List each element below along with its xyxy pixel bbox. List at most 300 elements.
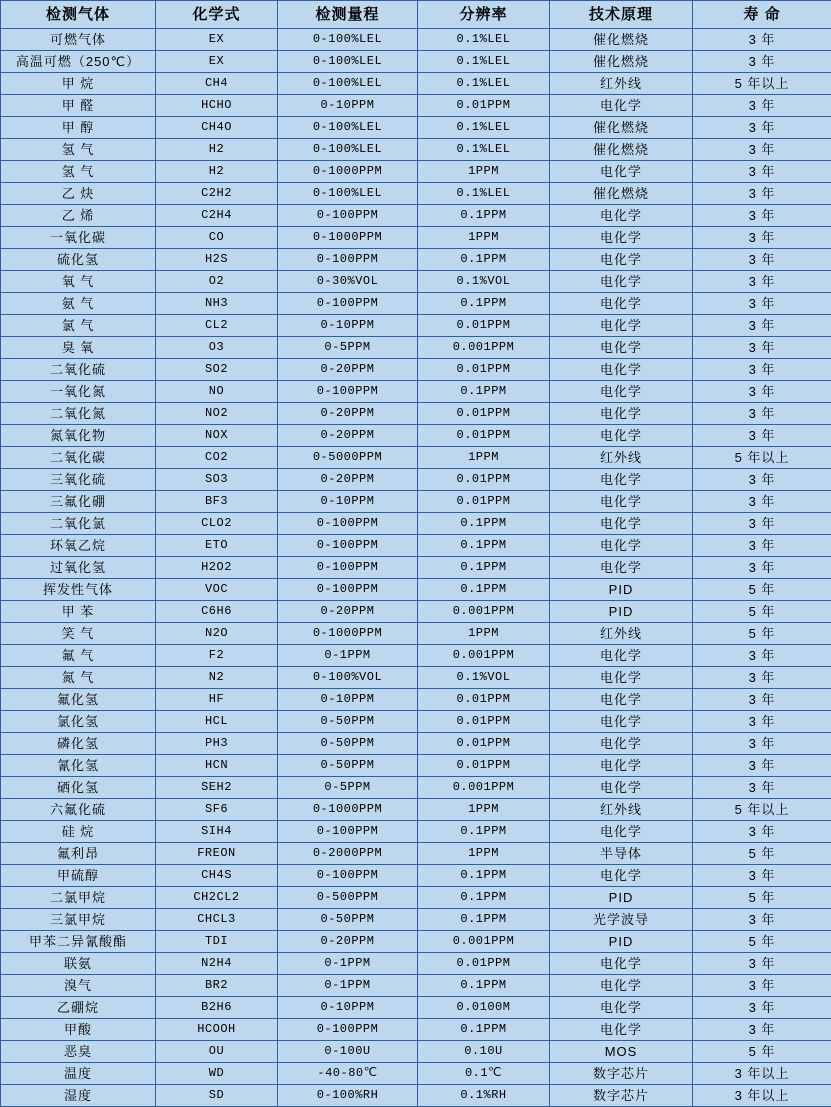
cell-range: 0-10PPM bbox=[278, 689, 418, 711]
cell-gas: 氯化氢 bbox=[1, 711, 156, 733]
cell-gas: 过氧化氢 bbox=[1, 557, 156, 579]
column-header-range: 检测量程 bbox=[278, 1, 418, 29]
cell-principle: 催化燃烧 bbox=[550, 29, 693, 51]
cell-lifetime: 3 年 bbox=[693, 513, 831, 535]
table-row bbox=[1, 821, 831, 843]
cell-principle: 数字芯片 bbox=[550, 1063, 693, 1085]
cell-range: 0-100PPM bbox=[278, 513, 418, 535]
cell-principle: 电化学 bbox=[550, 711, 693, 733]
cell-formula: HCHO bbox=[156, 95, 278, 117]
table-row bbox=[1, 975, 831, 997]
cell-formula: SO2 bbox=[156, 359, 278, 381]
cell-gas: 硒化氢 bbox=[1, 777, 156, 799]
cell-resolution: 0.1%LEL bbox=[418, 139, 550, 161]
cell-formula: VOC bbox=[156, 579, 278, 601]
cell-resolution: 0.1PPM bbox=[418, 579, 550, 601]
cell-lifetime: 3 年以上 bbox=[693, 1085, 831, 1107]
cell-resolution: 0.01PPM bbox=[418, 733, 550, 755]
cell-lifetime: 3 年 bbox=[693, 711, 831, 733]
cell-gas: 甲酸 bbox=[1, 1019, 156, 1041]
cell-range: 0-20PPM bbox=[278, 931, 418, 953]
cell-principle: MOS bbox=[550, 1041, 693, 1063]
cell-resolution: 0.1PPM bbox=[418, 535, 550, 557]
cell-principle: PID bbox=[550, 887, 693, 909]
column-header-gas: 检测气体 bbox=[1, 1, 156, 29]
cell-resolution: 0.01PPM bbox=[418, 359, 550, 381]
table-row bbox=[1, 249, 831, 271]
cell-formula: C6H6 bbox=[156, 601, 278, 623]
cell-principle: 电化学 bbox=[550, 249, 693, 271]
cell-gas: 二氧化硫 bbox=[1, 359, 156, 381]
cell-lifetime: 3 年 bbox=[693, 667, 831, 689]
cell-principle: 电化学 bbox=[550, 227, 693, 249]
cell-range: 0-50PPM bbox=[278, 711, 418, 733]
column-header-resolution: 分辨率 bbox=[418, 1, 550, 29]
table-row bbox=[1, 447, 831, 469]
cell-lifetime: 3 年 bbox=[693, 205, 831, 227]
table-row bbox=[1, 1085, 831, 1107]
cell-gas: 氨 气 bbox=[1, 293, 156, 315]
cell-principle: 电化学 bbox=[550, 513, 693, 535]
cell-resolution: 0.001PPM bbox=[418, 931, 550, 953]
cell-formula: HCOOH bbox=[156, 1019, 278, 1041]
cell-formula: SD bbox=[156, 1085, 278, 1107]
table-row bbox=[1, 623, 831, 645]
cell-resolution: 0.01PPM bbox=[418, 755, 550, 777]
cell-lifetime: 3 年 bbox=[693, 645, 831, 667]
cell-principle: 红外线 bbox=[550, 447, 693, 469]
cell-formula: CH4S bbox=[156, 865, 278, 887]
cell-formula: CO bbox=[156, 227, 278, 249]
cell-formula: HCL bbox=[156, 711, 278, 733]
cell-principle: 电化学 bbox=[550, 381, 693, 403]
table-header-row bbox=[1, 1, 831, 29]
cell-formula: TDI bbox=[156, 931, 278, 953]
cell-gas: 二氧化碳 bbox=[1, 447, 156, 469]
cell-formula: SF6 bbox=[156, 799, 278, 821]
cell-resolution: 0.001PPM bbox=[418, 777, 550, 799]
cell-gas: 三氧化硫 bbox=[1, 469, 156, 491]
cell-lifetime: 5 年 bbox=[693, 601, 831, 623]
table-row bbox=[1, 139, 831, 161]
cell-formula: NH3 bbox=[156, 293, 278, 315]
table-row bbox=[1, 205, 831, 227]
cell-principle: 光学波导 bbox=[550, 909, 693, 931]
cell-resolution: 0.1PPM bbox=[418, 557, 550, 579]
cell-gas: 一氧化氮 bbox=[1, 381, 156, 403]
cell-lifetime: 3 年 bbox=[693, 227, 831, 249]
table-row bbox=[1, 95, 831, 117]
table-row bbox=[1, 931, 831, 953]
cell-formula: CH4O bbox=[156, 117, 278, 139]
cell-resolution: 0.0100M bbox=[418, 997, 550, 1019]
cell-range: 0-100PPM bbox=[278, 293, 418, 315]
cell-gas: 乙硼烷 bbox=[1, 997, 156, 1019]
cell-lifetime: 3 年 bbox=[693, 29, 831, 51]
table-row bbox=[1, 381, 831, 403]
cell-range: 0-100PPM bbox=[278, 821, 418, 843]
cell-gas: 硫化氢 bbox=[1, 249, 156, 271]
table-row bbox=[1, 469, 831, 491]
column-header-formula: 化学式 bbox=[156, 1, 278, 29]
table-row bbox=[1, 513, 831, 535]
cell-gas: 氟 气 bbox=[1, 645, 156, 667]
cell-gas: 三氯甲烷 bbox=[1, 909, 156, 931]
cell-range: 0-100PPM bbox=[278, 557, 418, 579]
cell-principle: 电化学 bbox=[550, 161, 693, 183]
cell-range: 0-50PPM bbox=[278, 755, 418, 777]
cell-lifetime: 3 年 bbox=[693, 315, 831, 337]
cell-principle: 数字芯片 bbox=[550, 1085, 693, 1107]
table-row bbox=[1, 117, 831, 139]
cell-gas: 氢 气 bbox=[1, 161, 156, 183]
cell-lifetime: 3 年 bbox=[693, 1019, 831, 1041]
cell-formula: H2 bbox=[156, 139, 278, 161]
cell-formula: ETO bbox=[156, 535, 278, 557]
cell-gas: 甲 苯 bbox=[1, 601, 156, 623]
cell-formula: SIH4 bbox=[156, 821, 278, 843]
cell-gas: 六氟化硫 bbox=[1, 799, 156, 821]
cell-range: 0-1PPM bbox=[278, 975, 418, 997]
cell-principle: 电化学 bbox=[550, 205, 693, 227]
cell-lifetime: 3 年 bbox=[693, 249, 831, 271]
cell-principle: 半导体 bbox=[550, 843, 693, 865]
cell-principle: 电化学 bbox=[550, 557, 693, 579]
cell-lifetime: 5 年 bbox=[693, 887, 831, 909]
cell-principle: 电化学 bbox=[550, 293, 693, 315]
cell-gas: 甲 醇 bbox=[1, 117, 156, 139]
cell-range: 0-10PPM bbox=[278, 997, 418, 1019]
cell-principle: 电化学 bbox=[550, 337, 693, 359]
cell-lifetime: 5 年 bbox=[693, 579, 831, 601]
cell-principle: 电化学 bbox=[550, 777, 693, 799]
cell-resolution: 0.01PPM bbox=[418, 315, 550, 337]
cell-principle: 电化学 bbox=[550, 469, 693, 491]
cell-formula: F2 bbox=[156, 645, 278, 667]
cell-principle: PID bbox=[550, 601, 693, 623]
cell-lifetime: 3 年 bbox=[693, 139, 831, 161]
cell-resolution: 0.1%VOL bbox=[418, 271, 550, 293]
cell-gas: 氢 气 bbox=[1, 139, 156, 161]
cell-principle: 催化燃烧 bbox=[550, 183, 693, 205]
cell-principle: 电化学 bbox=[550, 865, 693, 887]
cell-principle: 电化学 bbox=[550, 315, 693, 337]
cell-range: 0-20PPM bbox=[278, 425, 418, 447]
cell-resolution: 0.10U bbox=[418, 1041, 550, 1063]
cell-formula: C2H2 bbox=[156, 183, 278, 205]
table-row bbox=[1, 843, 831, 865]
cell-principle: 催化燃烧 bbox=[550, 51, 693, 73]
cell-range: 0-100%RH bbox=[278, 1085, 418, 1107]
cell-formula: O2 bbox=[156, 271, 278, 293]
table-row bbox=[1, 733, 831, 755]
table-row bbox=[1, 953, 831, 975]
cell-resolution: 1PPM bbox=[418, 227, 550, 249]
cell-range: 0-100PPM bbox=[278, 865, 418, 887]
cell-lifetime: 5 年 bbox=[693, 843, 831, 865]
cell-range: 0-100%LEL bbox=[278, 139, 418, 161]
cell-lifetime: 3 年 bbox=[693, 535, 831, 557]
cell-principle: PID bbox=[550, 931, 693, 953]
cell-principle: 电化学 bbox=[550, 359, 693, 381]
cell-lifetime: 3 年 bbox=[693, 755, 831, 777]
table-row bbox=[1, 1063, 831, 1085]
cell-resolution: 1PPM bbox=[418, 799, 550, 821]
cell-principle: 红外线 bbox=[550, 73, 693, 95]
cell-formula: HF bbox=[156, 689, 278, 711]
cell-range: 0-2000PPM bbox=[278, 843, 418, 865]
cell-formula: CLO2 bbox=[156, 513, 278, 535]
table-row bbox=[1, 161, 831, 183]
cell-resolution: 0.01PPM bbox=[418, 403, 550, 425]
cell-gas: 三氟化硼 bbox=[1, 491, 156, 513]
cell-principle: 电化学 bbox=[550, 271, 693, 293]
cell-formula: SEH2 bbox=[156, 777, 278, 799]
cell-formula: CO2 bbox=[156, 447, 278, 469]
cell-principle: 电化学 bbox=[550, 997, 693, 1019]
cell-range: 0-100%LEL bbox=[278, 183, 418, 205]
table-row bbox=[1, 557, 831, 579]
cell-resolution: 0.01PPM bbox=[418, 469, 550, 491]
cell-formula: H2O2 bbox=[156, 557, 278, 579]
cell-range: 0-100PPM bbox=[278, 579, 418, 601]
cell-principle: 电化学 bbox=[550, 733, 693, 755]
cell-lifetime: 3 年 bbox=[693, 293, 831, 315]
cell-lifetime: 3 年 bbox=[693, 689, 831, 711]
cell-gas: 温度 bbox=[1, 1063, 156, 1085]
cell-formula: WD bbox=[156, 1063, 278, 1085]
cell-resolution: 0.01PPM bbox=[418, 953, 550, 975]
cell-resolution: 0.1%RH bbox=[418, 1085, 550, 1107]
cell-gas: 甲 烷 bbox=[1, 73, 156, 95]
cell-formula: CH4 bbox=[156, 73, 278, 95]
cell-lifetime: 3 年 bbox=[693, 975, 831, 997]
cell-range: 0-30%VOL bbox=[278, 271, 418, 293]
table-row bbox=[1, 293, 831, 315]
cell-range: 0-100U bbox=[278, 1041, 418, 1063]
cell-lifetime: 3 年 bbox=[693, 359, 831, 381]
cell-resolution: 0.1PPM bbox=[418, 1019, 550, 1041]
cell-formula: B2H6 bbox=[156, 997, 278, 1019]
table-row bbox=[1, 359, 831, 381]
cell-gas: 氟化氢 bbox=[1, 689, 156, 711]
cell-lifetime: 5 年以上 bbox=[693, 447, 831, 469]
cell-principle: 电化学 bbox=[550, 645, 693, 667]
cell-formula: O3 bbox=[156, 337, 278, 359]
cell-range: 0-20PPM bbox=[278, 601, 418, 623]
table-row bbox=[1, 183, 831, 205]
cell-resolution: 0.1%LEL bbox=[418, 117, 550, 139]
cell-lifetime: 3 年 bbox=[693, 51, 831, 73]
cell-formula: NOX bbox=[156, 425, 278, 447]
cell-lifetime: 3 年 bbox=[693, 271, 831, 293]
table-row bbox=[1, 667, 831, 689]
cell-lifetime: 3 年 bbox=[693, 95, 831, 117]
table-row bbox=[1, 997, 831, 1019]
table-row bbox=[1, 403, 831, 425]
table-row bbox=[1, 865, 831, 887]
cell-range: 0-100PPM bbox=[278, 249, 418, 271]
cell-principle: 红外线 bbox=[550, 623, 693, 645]
cell-lifetime: 3 年 bbox=[693, 183, 831, 205]
cell-formula: HCN bbox=[156, 755, 278, 777]
cell-resolution: 0.01PPM bbox=[418, 95, 550, 117]
cell-lifetime: 3 年以上 bbox=[693, 1063, 831, 1085]
cell-formula: CH2CL2 bbox=[156, 887, 278, 909]
cell-lifetime: 3 年 bbox=[693, 821, 831, 843]
cell-principle: 催化燃烧 bbox=[550, 139, 693, 161]
cell-formula: CHCL3 bbox=[156, 909, 278, 931]
cell-lifetime: 3 年 bbox=[693, 337, 831, 359]
cell-resolution: 0.1PPM bbox=[418, 909, 550, 931]
cell-lifetime: 5 年 bbox=[693, 623, 831, 645]
cell-gas: 环氧乙烷 bbox=[1, 535, 156, 557]
cell-gas: 磷化氢 bbox=[1, 733, 156, 755]
cell-resolution: 0.1PPM bbox=[418, 865, 550, 887]
cell-resolution: 0.1PPM bbox=[418, 205, 550, 227]
cell-range: 0-100%LEL bbox=[278, 29, 418, 51]
table-row bbox=[1, 689, 831, 711]
cell-lifetime: 3 年 bbox=[693, 777, 831, 799]
column-header-lifetime: 寿 命 bbox=[693, 1, 831, 29]
table-row bbox=[1, 51, 831, 73]
cell-gas: 挥发性气体 bbox=[1, 579, 156, 601]
cell-gas: 氧 气 bbox=[1, 271, 156, 293]
cell-range: 0-5PPM bbox=[278, 337, 418, 359]
cell-gas: 氟利昂 bbox=[1, 843, 156, 865]
cell-lifetime: 5 年 bbox=[693, 1041, 831, 1063]
cell-gas: 一氧化碳 bbox=[1, 227, 156, 249]
cell-principle: 电化学 bbox=[550, 95, 693, 117]
table-row bbox=[1, 73, 831, 95]
table-row bbox=[1, 887, 831, 909]
cell-range: 0-100%LEL bbox=[278, 117, 418, 139]
cell-range: 0-100%VOL bbox=[278, 667, 418, 689]
cell-resolution: 0.01PPM bbox=[418, 711, 550, 733]
cell-gas: 氮氧化物 bbox=[1, 425, 156, 447]
cell-lifetime: 3 年 bbox=[693, 117, 831, 139]
cell-formula: N2O bbox=[156, 623, 278, 645]
cell-formula: BR2 bbox=[156, 975, 278, 997]
cell-range: -40-80℃ bbox=[278, 1063, 418, 1085]
table-row bbox=[1, 535, 831, 557]
cell-resolution: 1PPM bbox=[418, 161, 550, 183]
table-row bbox=[1, 315, 831, 337]
cell-lifetime: 5 年 bbox=[693, 931, 831, 953]
cell-lifetime: 5 年以上 bbox=[693, 73, 831, 95]
cell-resolution: 0.1PPM bbox=[418, 293, 550, 315]
table-body bbox=[1, 29, 831, 1107]
table-row bbox=[1, 645, 831, 667]
cell-resolution: 1PPM bbox=[418, 447, 550, 469]
cell-principle: 电化学 bbox=[550, 491, 693, 513]
cell-range: 0-1000PPM bbox=[278, 161, 418, 183]
cell-gas: 氰化氢 bbox=[1, 755, 156, 777]
cell-range: 0-1000PPM bbox=[278, 799, 418, 821]
cell-principle: 电化学 bbox=[550, 425, 693, 447]
cell-range: 0-5000PPM bbox=[278, 447, 418, 469]
table-row bbox=[1, 579, 831, 601]
table-row bbox=[1, 799, 831, 821]
cell-lifetime: 3 年 bbox=[693, 865, 831, 887]
cell-range: 0-10PPM bbox=[278, 315, 418, 337]
cell-formula: NO bbox=[156, 381, 278, 403]
cell-gas: 乙 炔 bbox=[1, 183, 156, 205]
cell-gas: 恶臭 bbox=[1, 1041, 156, 1063]
cell-resolution: 0.001PPM bbox=[418, 645, 550, 667]
cell-range: 0-1PPM bbox=[278, 953, 418, 975]
cell-range: 0-1000PPM bbox=[278, 227, 418, 249]
table-row bbox=[1, 337, 831, 359]
cell-gas: 甲苯二异氰酸酯 bbox=[1, 931, 156, 953]
cell-resolution: 0.1PPM bbox=[418, 975, 550, 997]
cell-range: 0-10PPM bbox=[278, 491, 418, 513]
cell-range: 0-500PPM bbox=[278, 887, 418, 909]
table-row bbox=[1, 777, 831, 799]
cell-principle: 电化学 bbox=[550, 535, 693, 557]
cell-gas: 溴气 bbox=[1, 975, 156, 997]
cell-range: 0-1PPM bbox=[278, 645, 418, 667]
cell-range: 0-100PPM bbox=[278, 381, 418, 403]
cell-resolution: 0.1PPM bbox=[418, 249, 550, 271]
cell-principle: 电化学 bbox=[550, 1019, 693, 1041]
table-row bbox=[1, 227, 831, 249]
cell-gas: 联氨 bbox=[1, 953, 156, 975]
cell-gas: 湿度 bbox=[1, 1085, 156, 1107]
cell-lifetime: 3 年 bbox=[693, 953, 831, 975]
cell-resolution: 0.1%LEL bbox=[418, 183, 550, 205]
cell-resolution: 0.1%LEL bbox=[418, 73, 550, 95]
cell-range: 0-100%LEL bbox=[278, 51, 418, 73]
cell-resolution: 0.1%VOL bbox=[418, 667, 550, 689]
cell-gas: 臭 氧 bbox=[1, 337, 156, 359]
cell-resolution: 1PPM bbox=[418, 623, 550, 645]
cell-gas: 硅 烷 bbox=[1, 821, 156, 843]
cell-range: 0-100PPM bbox=[278, 1019, 418, 1041]
table-row bbox=[1, 1019, 831, 1041]
table-row bbox=[1, 711, 831, 733]
cell-resolution: 0.01PPM bbox=[418, 689, 550, 711]
cell-range: 0-1000PPM bbox=[278, 623, 418, 645]
cell-gas: 可燃气体 bbox=[1, 29, 156, 51]
table-row bbox=[1, 755, 831, 777]
cell-lifetime: 3 年 bbox=[693, 733, 831, 755]
cell-range: 0-100PPM bbox=[278, 205, 418, 227]
cell-resolution: 0.01PPM bbox=[418, 491, 550, 513]
cell-range: 0-50PPM bbox=[278, 909, 418, 931]
cell-formula: C2H4 bbox=[156, 205, 278, 227]
cell-lifetime: 3 年 bbox=[693, 381, 831, 403]
table-row bbox=[1, 29, 831, 51]
cell-lifetime: 3 年 bbox=[693, 403, 831, 425]
cell-formula: BF3 bbox=[156, 491, 278, 513]
table-row bbox=[1, 909, 831, 931]
cell-resolution: 0.001PPM bbox=[418, 337, 550, 359]
cell-principle: 电化学 bbox=[550, 755, 693, 777]
cell-range: 0-50PPM bbox=[278, 733, 418, 755]
cell-range: 0-100PPM bbox=[278, 535, 418, 557]
cell-formula: CL2 bbox=[156, 315, 278, 337]
cell-gas: 高温可燃（250℃） bbox=[1, 51, 156, 73]
cell-formula: N2H4 bbox=[156, 953, 278, 975]
cell-resolution: 0.1PPM bbox=[418, 887, 550, 909]
cell-formula: EX bbox=[156, 51, 278, 73]
cell-lifetime: 3 年 bbox=[693, 161, 831, 183]
cell-lifetime: 3 年 bbox=[693, 909, 831, 931]
cell-resolution: 0.01PPM bbox=[418, 425, 550, 447]
column-header-principle: 技术原理 bbox=[550, 1, 693, 29]
cell-range: 0-20PPM bbox=[278, 359, 418, 381]
